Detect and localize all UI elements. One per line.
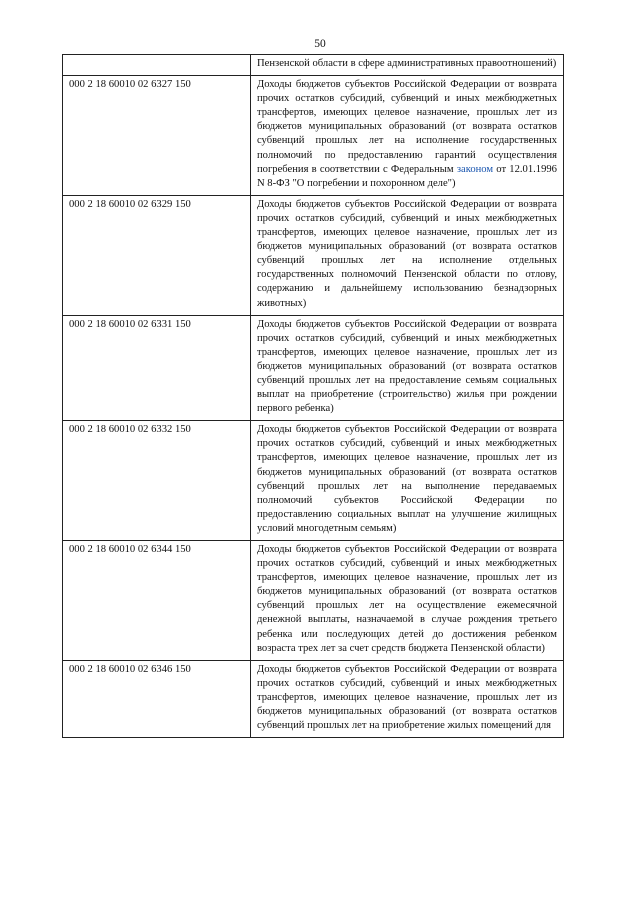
- description-cell: Доходы бюджетов субъектов Российской Федерации от возврата прочих остатков субсидий, субвенций и иных межбюджетных трансфертов, имеющих целевое назначение, прошлых лет из бюджетов муниципальных образований (от возврата остатков субвенций прошлых лет на предоставление семьям социальных выплат на приобретение (строительство) жилья при рождении первого ребенка): [251, 315, 564, 421]
- budget-codes-table: [62, 54, 564, 738]
- table-row: [63, 541, 564, 661]
- description-cell: Пензенской области в сфере административных правоотношений): [251, 55, 564, 76]
- budget-code-cell: 000 2 18 60010 02 6329 150: [63, 195, 251, 315]
- description-text: Доходы бюджетов субъектов Российской Федерации от возврата прочих остатков субсидий, субвенций и иных межбюджетных трансфертов, имеющих целевое назначение, прошлых лет из бюджетов муниципальных образований (от возврата остатков субвенций прошлых лет на исполнение государственных полномочий по предоставлению гарантий осуществления погребения в соответствии с Федеральным: [257, 79, 557, 175]
- budget-code-cell: 000 2 18 60010 02 6332 150: [63, 421, 251, 541]
- description-cell: Доходы бюджетов субъектов Российской Федерации от возврата прочих остатков субсидий, субвенций и иных межбюджетных трансфертов, имеющих целевое назначение, прошлых лет из бюджетов муниципальных образований (от возврата остатков субвенций прошлых лет на приобретение жилых помещений для: [251, 660, 564, 737]
- law-link[interactable]: законом: [456, 163, 494, 175]
- description-text: от 12.01.1996 N 8-ФЗ "О погребении и похоронном деле"): [257, 163, 557, 189]
- page-number: 50: [314, 38, 326, 50]
- table-row: [63, 421, 564, 541]
- budget-code-cell: [63, 55, 251, 76]
- table-row: [63, 660, 564, 737]
- description-cell: Доходы бюджетов субъектов Российской Федерации от возврата прочих остатков субсидий, субвенций и иных межбюджетных трансфертов, имеющих целевое назначение, прошлых лет из бюджетов муниципальных образований (от возврата остатков субвенций прошлых лет на исполнение отдельных государственных полномочий Пензенской области по отлову, содержанию и дальнейшему использованию безнадзорных животных): [251, 195, 564, 315]
- description-cell: Доходы бюджетов субъектов Российской Федерации от возврата прочих остатков субсидий, субвенций и иных межбюджетных трансфертов, имеющих целевое назначение, прошлых лет из бюджетов муниципальных образований (от возврата остатков субвенций прошлых лет на выполнение передаваемых полномочий субъектов Российской Федерации по предоставлению социальных выплат на улучшение жилищных условий многодетным семьям): [251, 421, 564, 541]
- description-cell: Доходы бюджетов субъектов Российской Федерации от возврата прочих остатков субсидий, субвенций и иных межбюджетных трансфертов, имеющих целевое назначение, прошлых лет из бюджетов муниципальных образований (от возврата остатков субвенций прошлых лет на осуществление ежемесячной денежной выплаты, назначаемой в случае рождения третьего ребенка или последующих детей до достижения ребенком возраста трех лет за счет средств бюджета Пензенской области): [251, 541, 564, 661]
- table-row: [63, 55, 564, 76]
- table-row: [63, 315, 564, 421]
- table-row: [63, 195, 564, 315]
- budget-code-cell: 000 2 18 60010 02 6344 150: [63, 541, 251, 661]
- description-cell: [251, 76, 564, 196]
- budget-code-cell: 000 2 18 60010 02 6327 150: [63, 76, 251, 196]
- budget-code-cell: 000 2 18 60010 02 6346 150: [63, 660, 251, 737]
- table-row: [63, 76, 564, 196]
- budget-code-cell: 000 2 18 60010 02 6331 150: [63, 315, 251, 421]
